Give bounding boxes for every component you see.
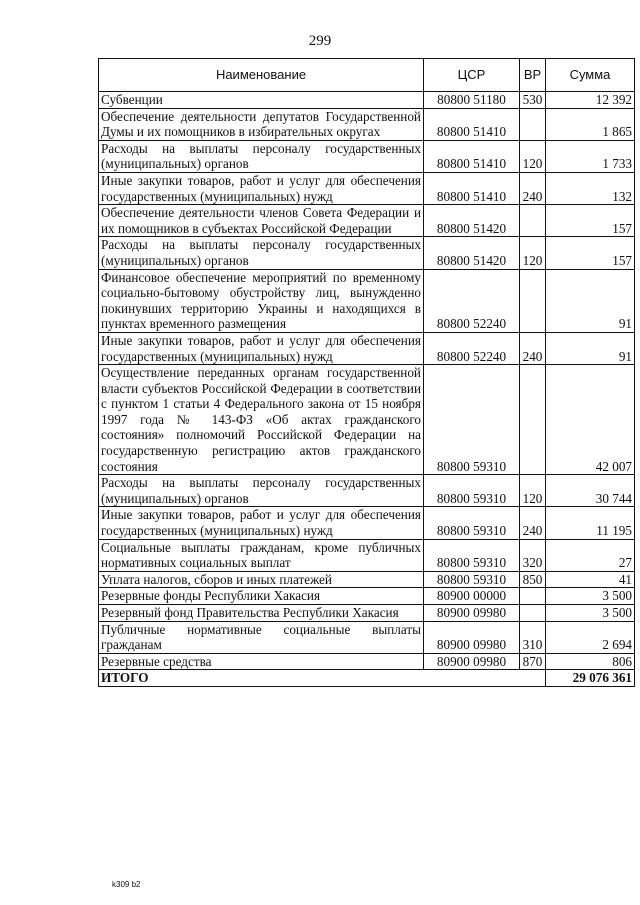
total-sum: 29 076 361 — [546, 670, 635, 687]
row-vr: 240 — [520, 172, 546, 204]
row-sum: 3 500 — [546, 588, 635, 605]
row-csr: 80800 52240 — [424, 332, 520, 364]
row-sum: 2 694 — [546, 621, 635, 653]
row-vr: 850 — [520, 571, 546, 588]
table-row — [99, 205, 635, 237]
row-name: Осуществление переданных органам государственной власти субъектов Российской Федерации в соответствии с пунктом 1 статьи 4 Федерального закона от 15 ноября 1997 года № 143-ФЗ «Об актах гражданского состояния» полномочий Российской Федерации на государственную регистрацию актов гражданского состояния — [99, 365, 424, 475]
row-vr — [520, 205, 546, 237]
row-csr: 80800 51410 — [424, 172, 520, 204]
table-row — [99, 172, 635, 204]
table-row — [99, 605, 635, 622]
row-csr: 80800 51420 — [424, 237, 520, 269]
row-sum: 91 — [546, 332, 635, 364]
row-csr: 80800 51420 — [424, 205, 520, 237]
table-row — [99, 140, 635, 172]
row-csr: 80800 59310 — [424, 365, 520, 475]
row-name: Расходы на выплаты персоналу государственных (муниципальных) органов — [99, 237, 424, 269]
row-sum: 3 500 — [546, 605, 635, 622]
row-csr: 80800 59310 — [424, 571, 520, 588]
header-csr: ЦСР — [424, 59, 520, 92]
row-name: Социальные выплаты гражданам, кроме публичных нормативных социальных выплат — [99, 539, 424, 571]
table-row — [99, 269, 635, 332]
row-vr: 120 — [520, 475, 546, 507]
row-sum: 12 392 — [546, 92, 635, 109]
row-csr: 80800 59310 — [424, 539, 520, 571]
table-row — [99, 237, 635, 269]
row-sum: 30 744 — [546, 475, 635, 507]
table-row — [99, 571, 635, 588]
table-row — [99, 539, 635, 571]
row-name: Публичные нормативные социальные выплаты гражданам — [99, 621, 424, 653]
header-name: Наименование — [99, 59, 424, 92]
row-name: Обеспечение деятельности депутатов Государственной Думы и их помощников в избирательных округах — [99, 108, 424, 140]
header-sum: Сумма — [546, 59, 635, 92]
row-csr: 80900 09980 — [424, 605, 520, 622]
row-csr: 80800 51410 — [424, 140, 520, 172]
row-vr — [520, 108, 546, 140]
row-name: Субвенции — [99, 92, 424, 109]
row-sum: 132 — [546, 172, 635, 204]
table-row — [99, 588, 635, 605]
table-row — [99, 653, 635, 670]
row-vr: 240 — [520, 507, 546, 539]
table-row — [99, 92, 635, 109]
table-row — [99, 621, 635, 653]
table-row — [99, 332, 635, 364]
row-sum: 11 195 — [546, 507, 635, 539]
row-name: Иные закупки товаров, работ и услуг для обеспечения государственных (муниципальных) нужд — [99, 507, 424, 539]
row-vr: 310 — [520, 621, 546, 653]
total-label: ИТОГО — [99, 670, 546, 687]
row-csr: 80800 59310 — [424, 475, 520, 507]
row-sum: 42 007 — [546, 365, 635, 475]
row-name: Резервные средства — [99, 653, 424, 670]
table-row — [99, 365, 635, 475]
header-vr: ВР — [520, 59, 546, 92]
table-header-row — [99, 59, 635, 92]
row-name: Резервные фонды Республики Хакасия — [99, 588, 424, 605]
row-csr: 80800 51180 — [424, 92, 520, 109]
row-sum: 27 — [546, 539, 635, 571]
table-row — [99, 507, 635, 539]
row-name: Расходы на выплаты персоналу государственных (муниципальных) органов — [99, 140, 424, 172]
table-row — [99, 108, 635, 140]
row-sum: 1 865 — [546, 108, 635, 140]
total-row — [99, 670, 635, 687]
row-vr: 320 — [520, 539, 546, 571]
row-vr — [520, 588, 546, 605]
row-name: Финансовое обеспечение мероприятий по временному социально-бытовому обустройству лиц, вынужденно покинувших территорию Украины и находящихся в пунктах временного размещения — [99, 269, 424, 332]
footer-code: k309 b2 — [112, 880, 141, 889]
row-name: Иные закупки товаров, работ и услуг для обеспечения государственных (муниципальных) нужд — [99, 332, 424, 364]
budget-table — [98, 58, 635, 687]
row-csr: 80900 09980 — [424, 621, 520, 653]
row-vr — [520, 269, 546, 332]
row-sum: 1 733 — [546, 140, 635, 172]
row-sum: 41 — [546, 571, 635, 588]
row-name: Расходы на выплаты персоналу государственных (муниципальных) органов — [99, 475, 424, 507]
table-row — [99, 475, 635, 507]
row-name: Иные закупки товаров, работ и услуг для обеспечения государственных (муниципальных) нужд — [99, 172, 424, 204]
row-csr: 80900 00000 — [424, 588, 520, 605]
row-vr: 120 — [520, 237, 546, 269]
row-vr: 240 — [520, 332, 546, 364]
row-vr: 870 — [520, 653, 546, 670]
row-vr — [520, 365, 546, 475]
row-csr: 80800 51410 — [424, 108, 520, 140]
row-vr: 530 — [520, 92, 546, 109]
row-vr — [520, 605, 546, 622]
row-sum: 157 — [546, 237, 635, 269]
row-name: Уплата налогов, сборов и иных платежей — [99, 571, 424, 588]
row-csr: 80800 52240 — [424, 269, 520, 332]
row-sum: 806 — [546, 653, 635, 670]
row-sum: 91 — [546, 269, 635, 332]
row-vr: 120 — [520, 140, 546, 172]
row-csr: 80800 59310 — [424, 507, 520, 539]
page-number: 299 — [308, 33, 332, 49]
row-name: Обеспечение деятельности членов Совета Федерации и их помощников в субъектах Российской Федерации — [99, 205, 424, 237]
row-name: Резервный фонд Правительства Республики Хакасия — [99, 605, 424, 622]
row-sum: 157 — [546, 205, 635, 237]
row-csr: 80900 09980 — [424, 653, 520, 670]
